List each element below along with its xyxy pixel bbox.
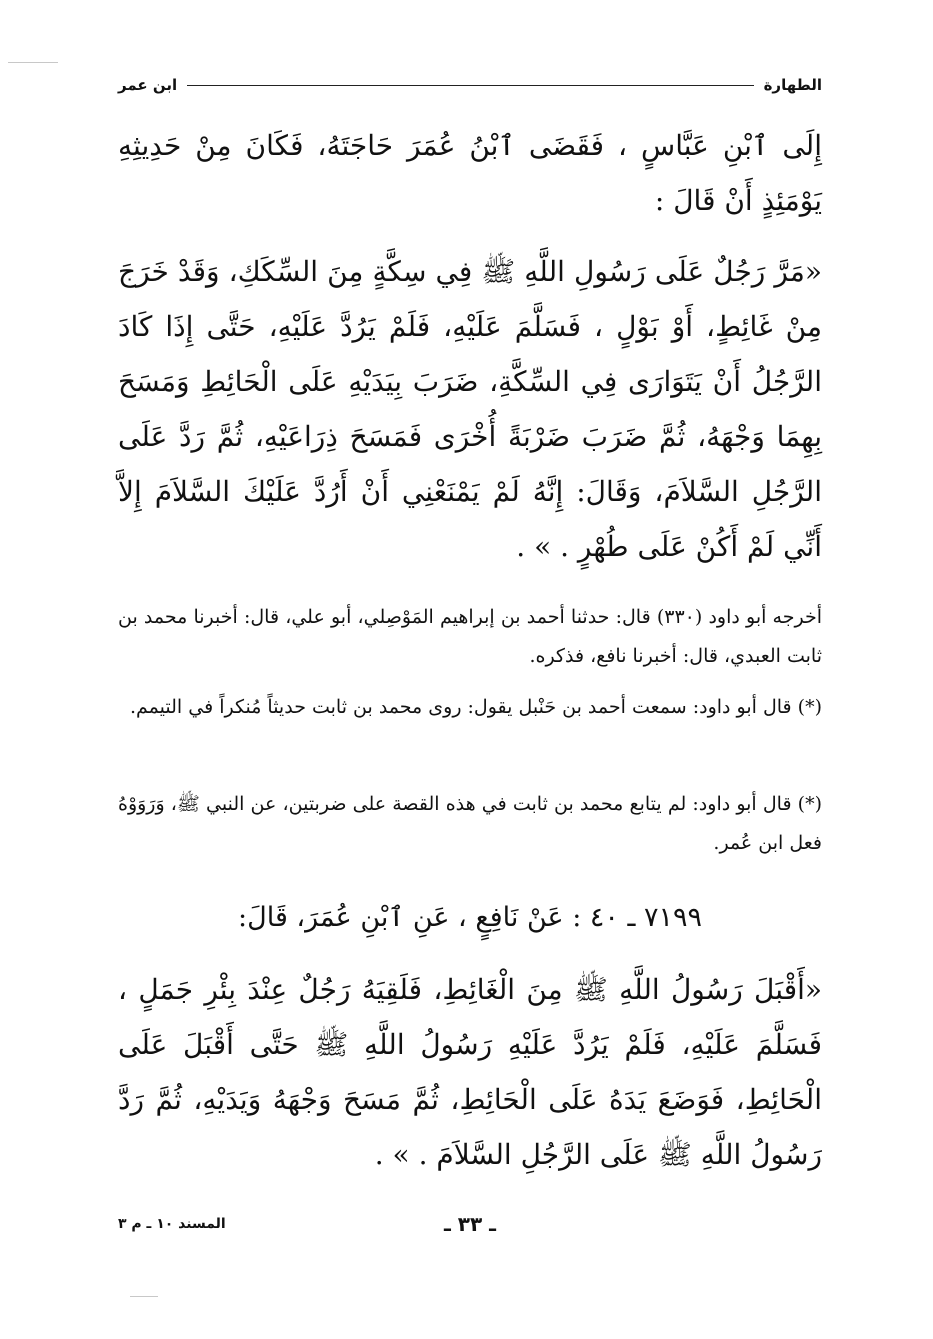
signature-mark: المسند ١٠ ـ م ٣: [118, 1216, 226, 1232]
scan-smudge: [8, 62, 58, 63]
hadith-heading: ٧١٩٩ ـ ٤٠ : عَنْ نَافِعٍ ، عَنِ ٱبْنِ عُمَرَ، قَالَ:: [238, 902, 702, 933]
commentary-note: (*) قال أبو داود: لم يتابع محمد بن ثابت في هذه القصة على ضربتين، عن النبي ﷺ، وَرَوَوْهُ فعل ابن عُمر.: [118, 793, 822, 854]
chapter-title: الطهارة: [763, 76, 822, 94]
scan-smudge: [130, 1296, 158, 1297]
running-header: [118, 70, 822, 100]
page-number: ـ ٣٣ ـ: [443, 1212, 497, 1236]
hadith-text: «أَقْبَلَ رَسُولُ اللَّهِ ﷺ مِنَ الْغَائِطِ، فَلَقِيَهُ رَجُلٌ عِنْدَ بِئْرِ جَمَلٍ ، فَسَلَّمَ عَلَيْهِ، فَلَمْ يَرُدَّ عَلَيْهِ رَسُولُ اللَّهِ ﷺ حَتَّى أَقْبَلَ عَلَى الْحَائِطِ، فَوَضَعَ يَدَهُ عَلَى الْحَائِطِ، ثُمَّ مَسَحَ وَجْهَهُ وَيَدَيْهِ، ثُمَّ رَدَّ رَسُولُ اللَّهِ ﷺ عَلَى الرَّجُلِ السَّلاَمَ . » .: [118, 973, 822, 1171]
paragraph-continuation: إِلَى ٱبْنِ عَبَّاسٍ ، فَقَضَى ٱبْنُ عُمَرَ حَاجَتَهُ، فَكَانَ مِنْ حَدِيثِهِ يَوْمَئِذٍ أَنْ قَالَ :: [118, 129, 822, 217]
narrator-name: ابن عمر: [118, 76, 178, 94]
commentary-note: (*) قال أبو داود: سمعت أحمد بن حَنْبل يقول: روى محمد بن ثابت حديثاً مُنكراً في التيمم.: [130, 696, 822, 718]
header-rule: [187, 85, 753, 86]
takhrij-note: أخرجه أبو داود (٣٣٠) قال: حدثنا أحمد بن إبراهيم المَوْصِلي، أبو علي، قال: أخبرنا محمد بن ثابت العبدي، قال: أخبرنا نافع، فذكره.: [118, 606, 822, 667]
hadith-text: «مَرَّ رَجُلٌ عَلَى رَسُولِ اللَّهِ ﷺ فِي سِكَّةٍ مِنَ السِّكَكِ، وَقَدْ خَرَجَ مِنْ غَائِطٍ، أَوْ بَوْلٍ ، فَسَلَّمَ عَلَيْهِ، فَلَمْ يَرُدَّ عَلَيْهِ، حَتَّى إِذَا كَادَ الرَّجُلُ أَنْ يَتَوَارَى فِي السِّكَّةِ، ضَرَبَ بِيَدَيْهِ عَلَى الْحَائِطِ وَمَسَحَ بِهِمَا وَجْهَهُ، ثُمَّ ضَرَبَ ضَرْبَةً أُخْرَى فَمَسَحَ ذِرَاعَيْهِ، ثُمَّ رَدَّ عَلَى الرَّجُلِ السَّلاَمَ، وَقَالَ: إِنَّهُ لَمْ يَمْنَعْنِي أَنْ أَرُدَّ عَلَيْكَ السَّلاَمَ إِلاَّ أَنِّي لَمْ أَكُنْ عَلَى طُهْرٍ . » .: [118, 255, 822, 563]
page-footer: [118, 1212, 822, 1242]
